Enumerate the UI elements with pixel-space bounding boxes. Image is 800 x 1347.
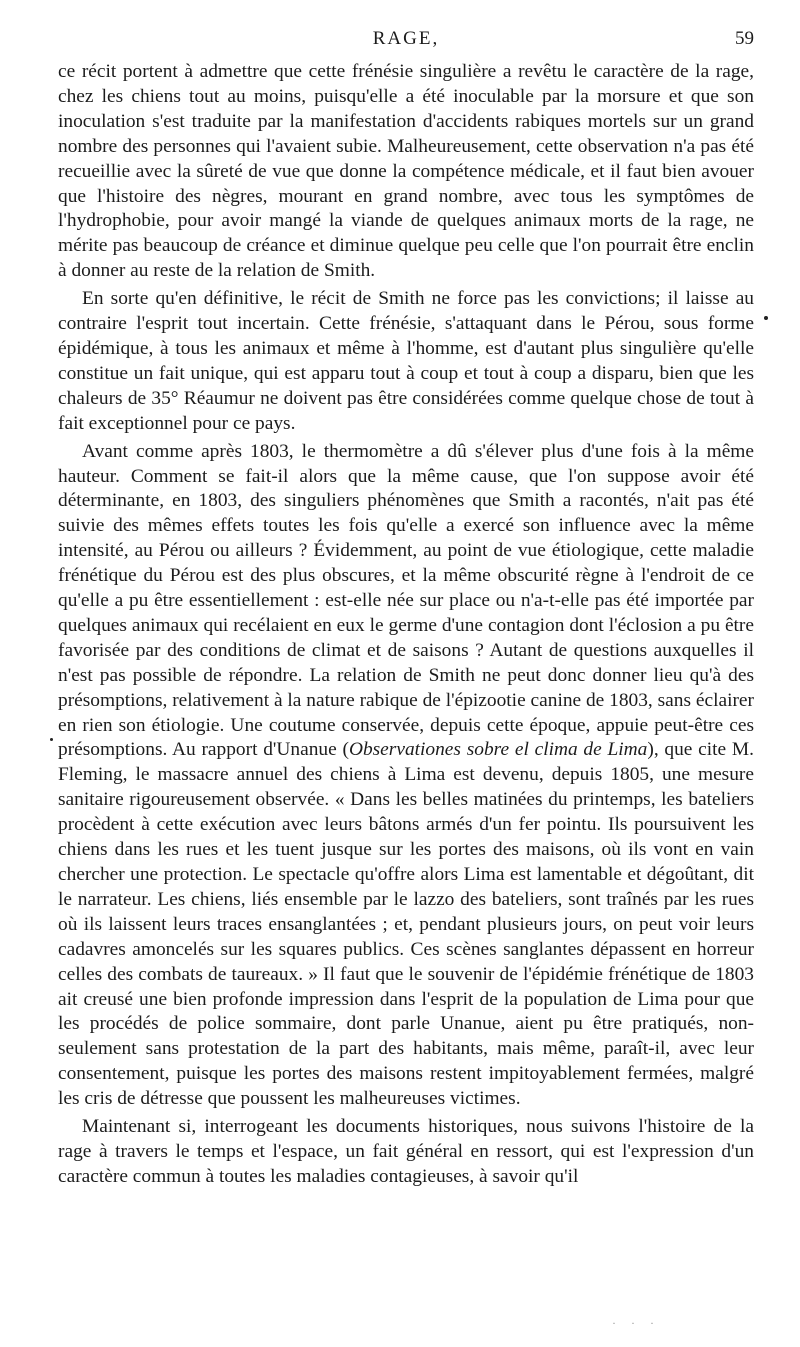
ink-speck (764, 316, 768, 320)
paragraph-text: Maintenant si, interrogeant les documents historiques, nous suivons l'histoire de la rage à travers le temps et l'espace, un fait général en ressort, qui est l'expression d'un caractère commun à toutes les maladies contagieuses, à savoir qu'il (58, 1116, 754, 1187)
faint-mark: · · · (612, 1316, 660, 1330)
running-head (58, 28, 754, 54)
paragraph (58, 1115, 754, 1190)
paragraph-continued (58, 60, 754, 284)
paragraph-text-continued: ), que cite M. Fleming, le massacre annuel des chiens à Lima est devenu, depuis 1805, une mesure sanitaire rigoureusement observée. « Dans les belles matinées du printemps, les bateliers procèdent à cette exécution avec leurs bâtons armés d'un fer pointu. Ils poursuivent les chiens dans les rues et les tuent jusque sur les portes des maisons, où ils vont en vain chercher une protection. Le spectacle qu'offre alors Lima est lamentable et dégoûtant, dit le narrateur. Les chiens, liés ensemble par le lazzo des bateliers, sont traînés par les rues où ils laissent leurs traces ensanglantées ; et, pendant plusieurs jours, on peut voir leurs cadavres amoncelés sur les squares publics. Ces scènes sanglantes dépassent en horreur celles des combats de taureaux. » Il faut que le souvenir de l'épidémie frénétique de 1803 ait creusé une bien profonde impression dans l'esprit de la population de Lima pour que les procédés de police sommaire, dont parle Unanue, aient pu être pratiqués, non-seulement sans protestation de la part des habitants, mais même, paraît-il, avec leur consentement, puisque les portes des maisons restent impitoyablement fermées, malgré les cris de détresse que poussent les malheureuses victimes. (58, 739, 755, 1110)
paragraph-text: Avant comme après 1803, le thermomètre a dû s'élever plus d'une fois à la même hauteur. Comment se fait-il alors que la même cause, que l'on suppose avoir été déterminante, en 1803, des singuliers phénomènes que Smith a racontés, n'ait pas été suivie des mêmes effets toutes les fois qu'elle a exercé son influence avec la même intensité, au Pérou ou ailleurs ? Évidemment, au point de vue étiologique, cette maladie frénétique du Pérou est des plus obscures, et la même obscurité règne à l'endroit de ce qu'elle a pu être essentiellement : est-elle née sur place ou n'a-t-elle pas été importée par quelques animaux qui recélaient en eux le germe d'une contagion dont l'éclosion a pu être favorisée par des conditions de climat et de saisons ? Autant de questions auxquelles il n'est pas possible de répondre. La relation de Smith ne peut donc donner lieu qu'à des présomptions, relativement à la nature rabique de l'épizootie canine de 1803, sans éclairer en rien son étiologie. Une coutume conservée, depuis cette époque, appuie peut-être ces présomptions. Au rapport d'Unanue ( (58, 440, 754, 761)
running-title: RAGE, (372, 28, 440, 49)
cited-work-title: Observationes sobre el clima de Lima (348, 739, 648, 761)
paragraph-text: ce récit portent à admettre que cette frénésie singulière a revêtu le caractère de la rage, chez les chiens tout au moins, puisqu'elle a été inoculable par la morsure et que son inoculation s'est traduite par la manifestation d'accidents rabiques mortels sur un grand nombre des personnes qui l'avaient subie. Malheureusement, cette observation n'a pas été recueillie avec la sûreté de vue que donne la compétence médicale, et il faut bien avouer que l'histoire des nègres, mourant en grand nombre, avec tous les symptômes de l'hydrophobie, pour avoir mangé la viande de quelques animaux morts de la rage, ne mérite pas beaucoup de créance et diminue quelque peu celle que l'on pourrait être enclin à donner au reste de la relation de Smith. (58, 61, 754, 282)
paragraph (58, 440, 754, 1112)
ink-speck (50, 738, 53, 741)
paragraph-text: En sorte qu'en définitive, le récit de Smith ne force pas les convictions; il laisse au contraire l'esprit tout incertain. Cette frénésie, s'attaquant dans le Pérou, sous forme épidémique, à tous les animaux et même à l'homme, est d'autant plus singulière qu'elle constitue un fait unique, qui est apparu tout à coup et tout à coup a disparu, bien que les chaleurs de 35° Réaumur ne doivent pas être considérées comme quelque chose de tout à fait exceptionnel pour ce pays. (58, 288, 754, 434)
page-number: 59 (735, 28, 754, 49)
paragraph (58, 287, 754, 436)
body-text (58, 60, 754, 1190)
